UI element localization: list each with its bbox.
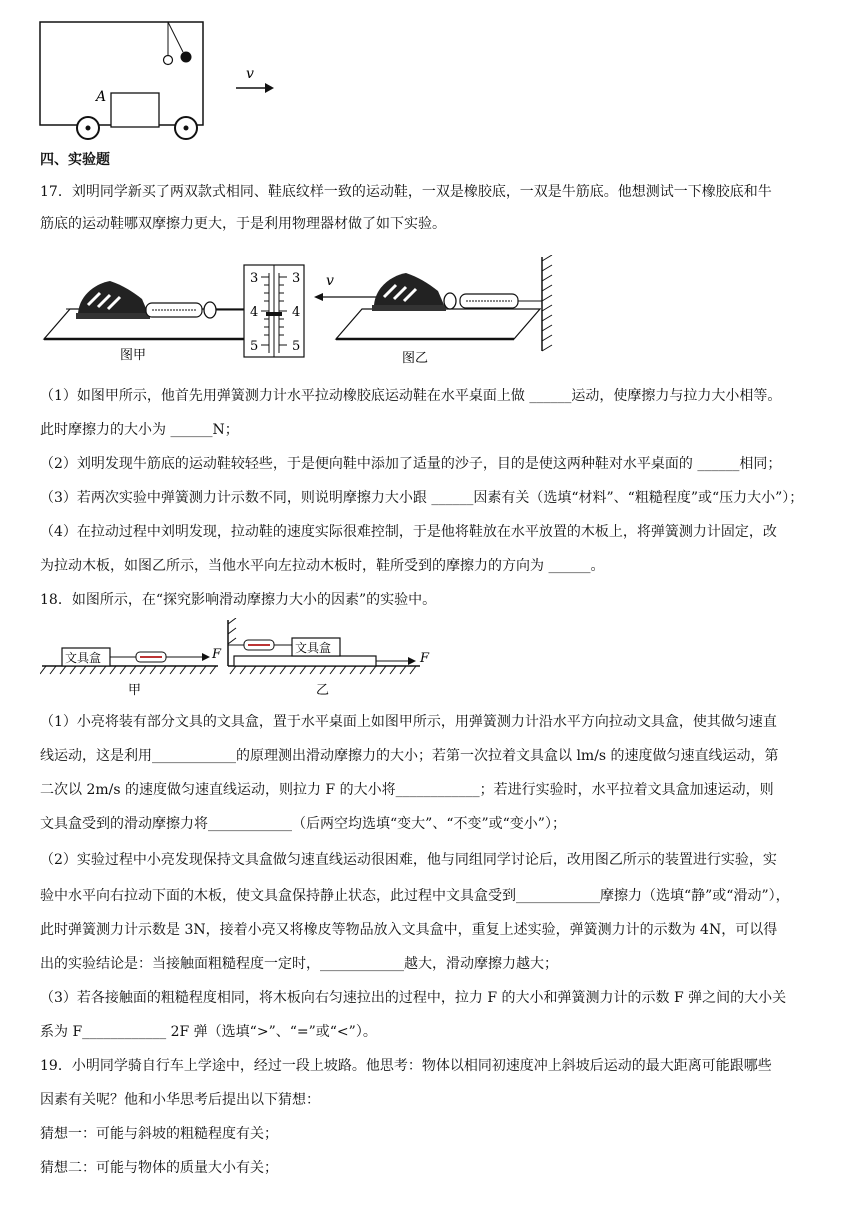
scale-4-left: 4 <box>250 305 259 320</box>
shoe-yi <box>372 273 446 311</box>
label-jia-18: 甲 <box>128 683 142 698</box>
block-a <box>111 93 159 127</box>
q19-line-1: 19．小明同学骑自行车上学途中，经过一段上坡路。他思考：物体以相同初速度冲上斜坡后运动的最大距离可能跟哪些 <box>40 1058 772 1074</box>
label-fig-jia: 图甲 <box>120 348 147 363</box>
cart-pendulum-figure <box>38 4 298 144</box>
q19-line-3: 猜想一：可能与斜坡的粗糙程度有关； <box>40 1126 278 1142</box>
q17-line-1: （1）如图甲所示，他首先用弹簧测力计水平拉动橡胶底运动鞋在水平桌面上做 ______运动，使摩擦力与拉力大小相等。 <box>40 388 782 404</box>
label-f-jia: F <box>212 647 222 662</box>
scale-zoom-panel <box>244 265 304 357</box>
box-yi-label: 文具盒 <box>295 641 332 655</box>
scale-4-right: 4 <box>292 305 301 320</box>
q17-line-4: （3）若两次实验中弹簧测力计示数不同，则说明摩擦力大小跟 ______因素有关（选填“材料”、“粗糙程度”或“压力大小”）； <box>40 490 804 506</box>
pendulum-ball-solid <box>181 52 192 63</box>
q18-line-9: （3）若各接触面的粗糙程度相同，将木板向右匀速拉出的过程中，拉力 F 的大小和弹簧测力计的示数 F 弹之间的大小关 <box>40 990 787 1006</box>
spring-scale-yi <box>444 293 542 309</box>
label-a: A <box>96 89 107 105</box>
q17-line-6: 为拉动木板，如图乙所示，当他水平向左拉动木板时，鞋所受到的摩擦力的方向为 ______。 <box>40 558 605 574</box>
label-v-top: v <box>246 66 254 82</box>
q17-stem-1: 17．刘明同学新买了两双款式相同、鞋底纹样一致的运动鞋，一双是橡胶底，一双是牛筋底。他想测试一下橡胶底和牛 <box>40 184 772 200</box>
scale-3-right: 3 <box>292 271 301 286</box>
label-v-yi: v <box>326 273 334 289</box>
label-fig-yi: 图乙 <box>402 351 429 366</box>
q18-line-8: 出的实验结论是：当接触面粗糙程度一定时，____________越大，滑动摩擦力越大； <box>40 956 558 972</box>
scale-5-left: 5 <box>250 339 259 354</box>
q19-line-4: 猜想二：可能与物体的质量大小有关； <box>40 1160 278 1176</box>
q17-line-2: 此时摩擦力的大小为 ______N； <box>40 422 239 438</box>
scale-5-right: 5 <box>292 339 301 354</box>
q18-line-6: 验中水平向右拉动下面的木板，使文具盒保持静止状态，此过程中文具盒受到____________摩擦力（选填“静”或“滑动”）， <box>40 888 790 904</box>
pendulum-string-tilted <box>168 22 183 52</box>
q18-line-4: 文具盒受到的滑动摩擦力将____________（后两空均选填“变大”、“不变”或“变小”）； <box>40 816 566 832</box>
q18-stem: 18．如图所示，在“探究影响滑动摩擦力大小的因素”的实验中。 <box>40 592 437 608</box>
q18-line-2: 线运动，这是利用____________的原理测出滑动摩擦力的大小；若第一次拉着文具盒以 lm/s 的速度做匀速直线运动，第 <box>40 748 779 764</box>
label-f-yi: F <box>420 651 430 666</box>
board-yi <box>336 309 540 339</box>
fig-yi <box>228 618 430 698</box>
section-title: 四、实验题 <box>40 152 110 168</box>
q17-line-5: （4）在拉动过程中刘明发现，拉动鞋的速度实际很难控制，于是他将鞋放在水平放置的木板上，将弹簧测力计固定，改 <box>40 524 777 540</box>
q18-figure <box>40 618 440 700</box>
q18-line-10: 系为 F____________ 2F 弹（选填“>”、“=”或“<”）。 <box>40 1024 377 1040</box>
q18-line-3: 二次以 2m/s 的速度做匀速直线运动，则拉力 F 的大小将____________；若进行实验时，水平拉着文具盒加速运动，则 <box>40 782 774 798</box>
velocity-arrow-head <box>265 83 274 93</box>
scale-3-left: 3 <box>250 271 259 286</box>
fig-jia <box>40 647 222 698</box>
q17-line-3: （2）刘明发现牛筋底的运动鞋较轻些，于是便向鞋中添加了适量的沙子，目的是使这两种鞋对水平桌面的 ______相同； <box>40 456 782 472</box>
box-jia-label: 文具盒 <box>65 651 102 665</box>
wheel-left-hub <box>86 126 91 131</box>
arrow-left-head <box>314 293 323 301</box>
board-18-yi <box>234 656 376 666</box>
wheel-right-hub <box>184 126 189 131</box>
q18-line-1: （1）小亮将装有部分文具的文具盒，置于水平桌面上如图甲所示，用弹簧测力计沿水平方向拉动文具盒，使其做匀速直 <box>40 714 777 730</box>
q18-line-5: （2）实验过程中小亮发现保持文具盒做匀速直线运动很困难，他与同组同学讨论后，改用图乙所示的装置进行实验，实 <box>40 852 777 868</box>
q17-stem-2: 筋底的运动鞋哪双摩擦力更大，于是利用物理器材做了如下实验。 <box>40 216 446 232</box>
shoe-jia <box>76 281 150 319</box>
label-yi-18: 乙 <box>316 683 330 698</box>
q19-line-2: 因素有关呢？他和小华思考后提出以下猜想： <box>40 1092 320 1108</box>
wall <box>542 255 552 351</box>
pendulum-ball-hollow <box>164 56 173 65</box>
q18-line-7: 此时弹簧测力计示数是 3N，接着小亮又将橡皮等物品放入文具盒中，重复上述实验，弹簧测力计的示数为 4N，可以得 <box>40 922 778 938</box>
q17-figure <box>40 255 570 370</box>
